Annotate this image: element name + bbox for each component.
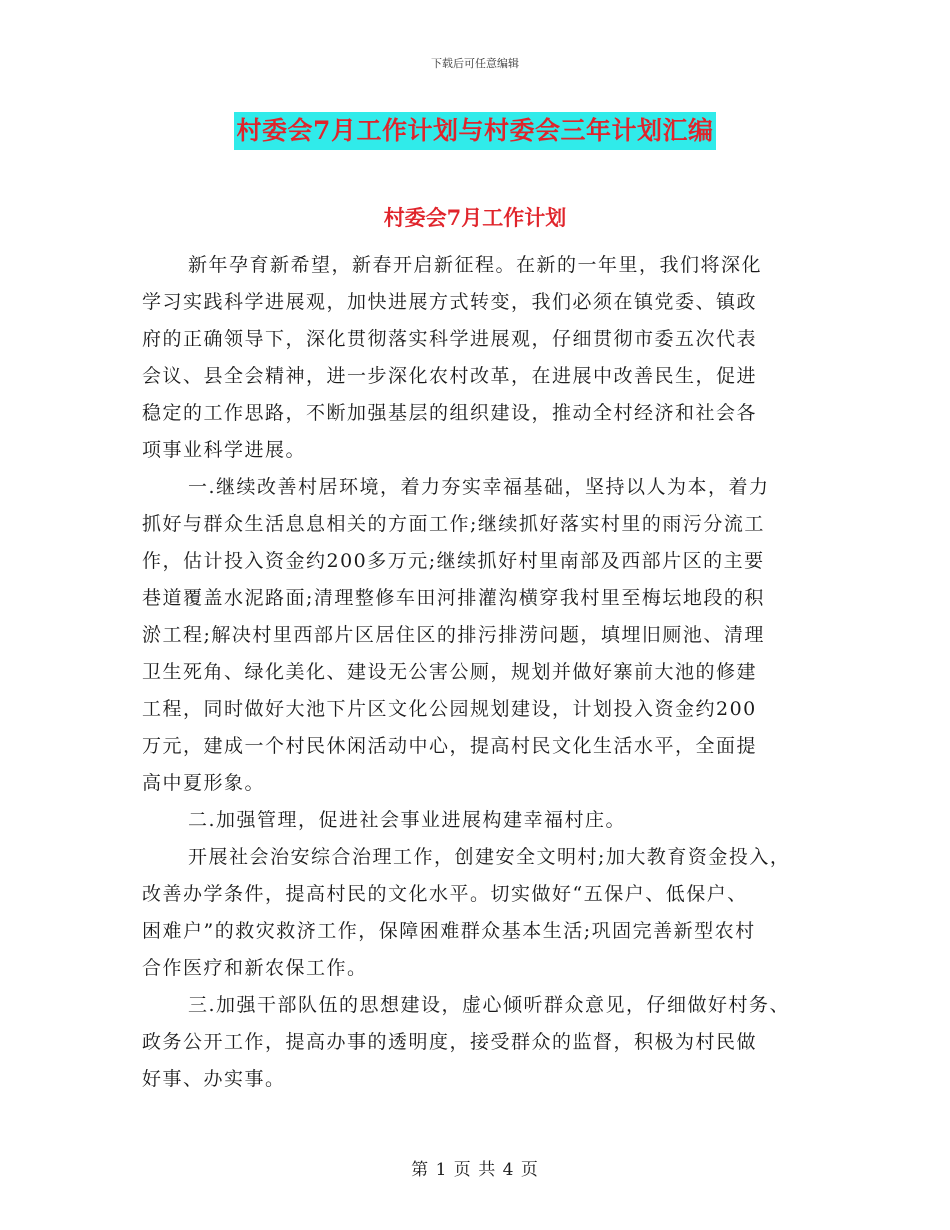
text-line: 改善办学条件，提高村民的文化水平。切实做好“五保户、低保户、 (142, 883, 748, 905)
paragraph-item-two-heading (142, 802, 832, 839)
page-footer: 第 1 页 共 4 页 (411, 1160, 539, 1180)
text-line: 合作医疗和新农保工作。 (142, 957, 368, 979)
paragraph-item-two-body (142, 839, 832, 987)
header-note: 下载后可任意编辑 (431, 57, 519, 70)
text-line: 高中夏形象。 (142, 772, 266, 794)
document-title-container (0, 112, 950, 150)
text-line: 一.继续改善村居环境，着力夯实幸福基础，坚持以人为本，着力 (188, 476, 770, 498)
text-line: 府的正确领导下，深化贯彻落实科学进展观，仔细贯彻市委五次代表 (142, 328, 758, 350)
document-body (142, 247, 832, 1098)
paragraph-item-three (142, 987, 832, 1098)
text-line: 巷道覆盖水泥路面;清理整修车田河排灌沟横穿我村里至梅坛地段的积 (142, 587, 765, 609)
text-line: 二.加强管理，促进社会事业进展构建幸福村庄。 (188, 809, 627, 831)
text-line: 困难户”的救灾救济工作，保障困难群众基本生活;巩固完善新型农村 (142, 920, 756, 942)
text-line: 学习实践科学进展观，加快进展方式转变，我们必须在镇党委、镇政 (142, 291, 758, 313)
document-title: 村委会7月工作计划与村委会三年计划汇编 (234, 112, 717, 150)
text-line: 会议、县全会精神，进一步深化农村改革，在进展中改善民生，促进 (142, 365, 758, 387)
text-line: 政务公开工作，提高办事的透明度，接受群众的监督，积极为村民做 (142, 1031, 758, 1053)
text-line: 淤工程;解决村里西部片区居住区的排污排涝问题，填埋旧厕池、清理 (142, 624, 765, 646)
text-line: 开展社会治安综合治理工作，创建安全文明村;加大教育资金投入， (188, 846, 791, 868)
text-line: 工程，同时做好大池下片区文化公园规划建设，计划投入资金约200 (142, 698, 757, 720)
text-line: 新年孕育新希望，新春开启新征程。在新的一年里，我们将深化 (188, 254, 763, 276)
text-line: 抓好与群众生活息息相关的方面工作;继续抓好落实村里的雨污分流工 (142, 513, 765, 535)
section-title: 村委会7月工作计划 (383, 205, 567, 230)
paragraph-item-one (142, 469, 832, 802)
text-line: 万元，建成一个村民休闲活动中心，提高村民文化生活水平，全面提 (142, 735, 758, 757)
text-line: 作，估计投入资金约200多万元;继续抓好村里南部及西部片区的主要 (142, 550, 765, 572)
text-line: 稳定的工作思路，不断加强基层的组织建设，推动全村经济和社会各 (142, 402, 758, 424)
text-line: 项事业科学进展。 (142, 439, 307, 461)
text-line: 好事、办实事。 (142, 1068, 286, 1090)
paragraph-intro (142, 247, 832, 469)
text-line: 卫生死角、绿化美化、建设无公害公厕，规划并做好寨前大池的修建 (142, 661, 758, 683)
text-line: 三.加强干部队伍的思想建设，虚心倾听群众意见，仔细做好村务、 (188, 994, 791, 1016)
